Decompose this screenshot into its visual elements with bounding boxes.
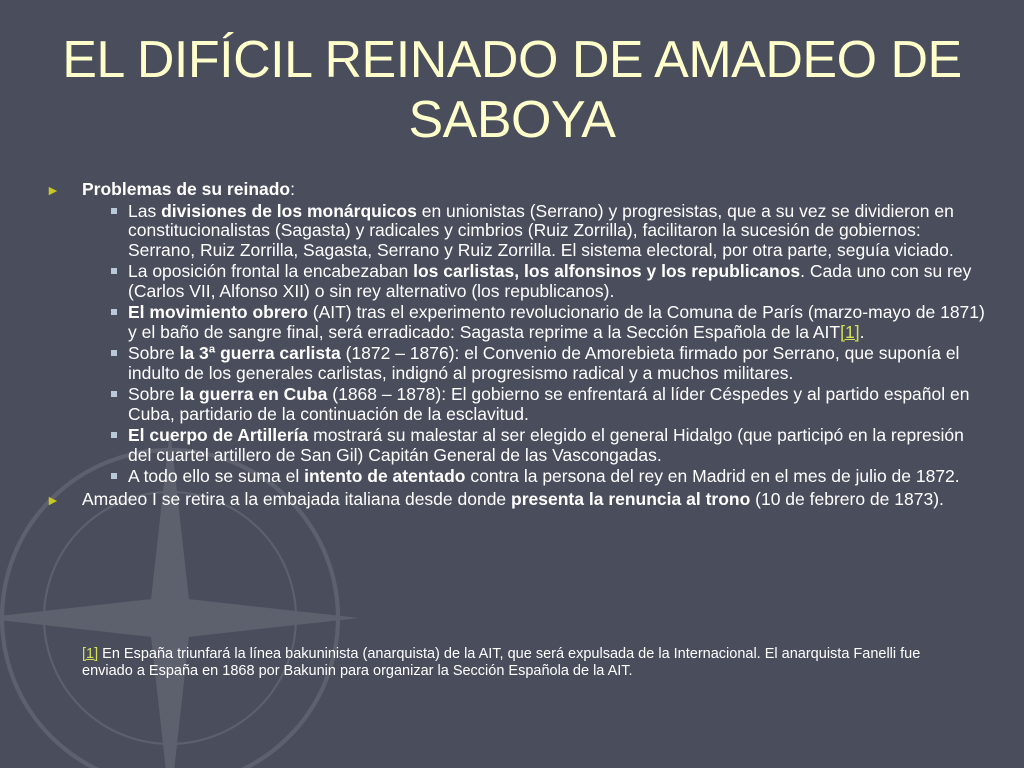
square-icon	[111, 391, 117, 397]
slide-content	[46, 180, 986, 512]
triangle-right-icon: ►	[46, 491, 60, 508]
sub-item-cuba-war: Sobre la guerra en Cuba (1868 – 1878): El gobierno se enfrentará al líder Céspedes y al partido español en Cuba, partidario de la continuación de la esclavitud.	[82, 385, 986, 424]
bullet-item-abdication: ► Amadeo I se retira a la embajada italiana desde donde presenta la renuncia al trono (10 de febrero de 1873).	[46, 488, 944, 509]
sub-item-opposition: La oposición frontal la encabezaban los carlistas, los alfonsinos y los republicanos. Cada uno con su rey (Carlos VII, Alfonso XII) o sin rey alternativo (los republicanos).	[82, 262, 986, 301]
heading-problems: Problemas de su reinado	[82, 179, 291, 199]
sub-item-artillery: El cuerpo de Artillería mostrará su malestar al ser elegido el general Hidalgo (que participó en la represión del cuartel artillero de San Gil) Capitán General de las Vascongadas.	[82, 426, 986, 465]
square-icon	[111, 350, 117, 356]
sub-item-divisions: Las divisiones de los monárquicos en unionistas (Serrano) y progresistas, que a su vez se dividieron en constitucionalistas (Sagasta) y radicales y cimbrios (Ruiz Zorrilla), facilitaron la sucesión de gobiernos: Serrano, Ruiz Zorrilla, Sagasta, Serrano y Ruiz Zorrilla. El sistema electoral, por otra parte, seguía viciado.	[82, 202, 986, 261]
sub-item-labour-movement: El movimiento obrero (AIT) tras el experimento revolucionario de la Comuna de París (marzo-mayo de 1871) y el baño de sangre final, será erradicado: Sagasta reprime a la Sección Española de la AIT[1].	[82, 303, 986, 342]
square-icon	[111, 208, 117, 214]
square-icon	[111, 473, 117, 479]
bullet-item-problems: ► Problemas de su reinado: Las divisiones de los monárquicos en unionistas (Serrano) y progresistas, que a su vez se dividieron en constitucionalistas (Sagasta) y radicales y cimbrios (Ruiz Zorrilla), facilitaron la sucesión de gobiernos: Serrano, Ruiz Zorrilla, Sagasta, Serrano y Ruiz Zorrilla. El sistema electoral, por otra parte, seguía viciado. La oposición frontal la encabezaban los carlistas, los alfonsinos y los republicanos. Cada uno con su rey (Carlos VII, Alfonso XII) o sin rey alternativo (los republicanos). El movimiento obrero (AIT) tras el experimento revolucionario de la Comuna de París (marzo-mayo de 1871) y el baño de sangre final, será erradicado: Sagasta reprime a la Sección Española de la AIT[1]. Sobre la 3ª guerra carlista (1872 – 1876): el Convenio de Amorebieta firmado por Serrano, que suponía el indulto de los generales carlistas, indignó al progresismo radical y a muchos militares. Sobre la guerra en Cuba (1868 – 1878): El gobierno se enfrentará al líder Céspedes y al partido español en Cuba, partidario de la continuación de la esclavitud. El cuerpo de Artillería mostrará su malestar al ser elegido el general Hidalgo (que participó en la represión del cuartel artillero de San Gil) Capitán General de las Vascongadas. A todo ello se suma el intento de atentado contra la persona del rey en Madrid en el mes de julio de 1872.	[46, 179, 985, 486]
footnote-link[interactable]: [1]	[840, 321, 860, 342]
square-icon	[111, 309, 117, 315]
square-icon	[111, 268, 117, 274]
slide-title: EL DIFÍCIL REINADO DE AMADEO DE SABOYA	[62, 31, 962, 149]
triangle-right-icon: ►	[46, 182, 60, 198]
footnote: [1] En España triunfará la línea bakuninista (anarquista) de la AIT, que será expulsada de la Internacional. El anarquista Fanelli fue enviado a España en 1868 por Bakunin para organizar la Sección Española de la AIT.	[82, 646, 921, 679]
sub-item-assassination: A todo ello se suma el intento de atentado contra la persona del rey en Madrid en el mes de julio de 1872.	[82, 467, 986, 487]
sub-list	[82, 202, 986, 487]
footnote-ref-link[interactable]: [1]	[82, 646, 99, 662]
sub-item-carlist-war: Sobre la 3ª guerra carlista (1872 – 1876): el Convenio de Amorebieta firmado por Serrano, que suponía el indulto de los generales carlistas, indignó al progresismo radical y a muchos militares.	[82, 344, 986, 383]
square-icon	[111, 432, 117, 438]
